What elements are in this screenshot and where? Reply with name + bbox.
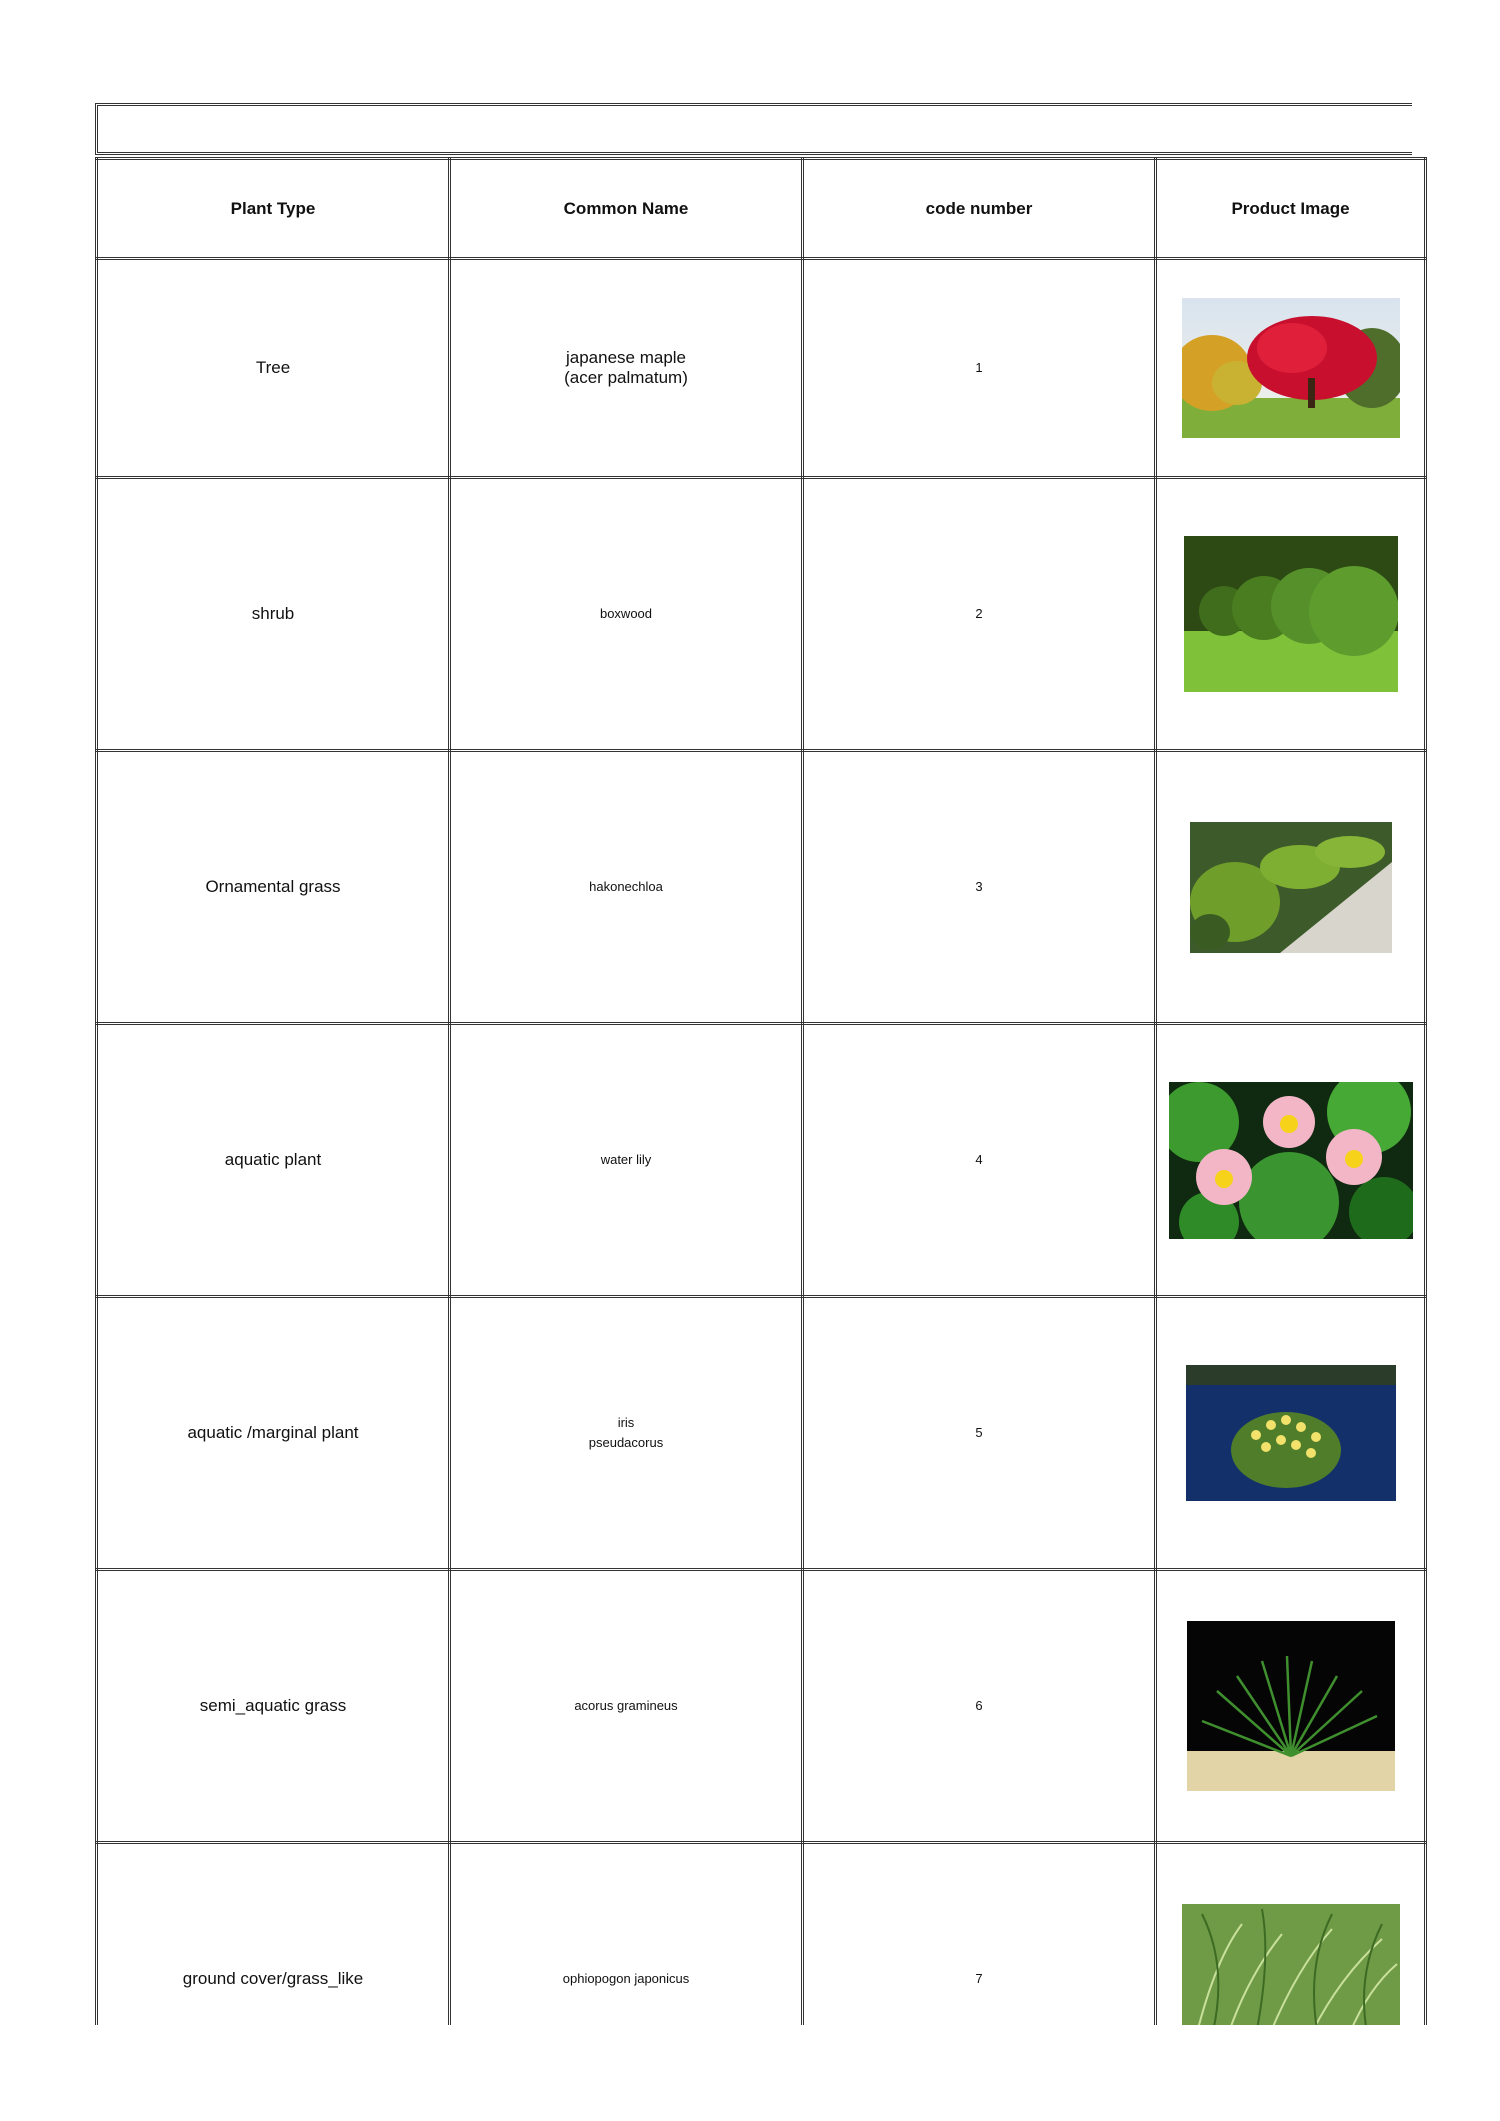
table-row bbox=[97, 751, 1426, 1024]
cell-plant-type: Tree bbox=[97, 259, 450, 478]
plant-table bbox=[95, 157, 1427, 2117]
header-product-image: Product Image bbox=[1156, 159, 1426, 259]
cell-code: 2 bbox=[803, 478, 1156, 751]
cell-plant-type: semi_aquatic grass bbox=[97, 1570, 450, 1843]
table-row bbox=[97, 1570, 1426, 1843]
table-row bbox=[97, 1024, 1426, 1297]
acorus-gramineus-photo bbox=[1187, 1621, 1395, 1791]
common-name-line: japanese maple bbox=[565, 348, 687, 367]
cell-plant-type: aquatic plant bbox=[97, 1024, 450, 1297]
table-row bbox=[97, 259, 1426, 478]
cell-plant-type: shrub bbox=[97, 478, 450, 751]
cell-common-name bbox=[450, 1297, 803, 1570]
japanese-maple-photo bbox=[1182, 298, 1400, 438]
cell-plant-type: ground cover/grass_like bbox=[97, 1843, 450, 2116]
page-bottom-margin bbox=[0, 2025, 1500, 2121]
common-name-line: (acer palmatum) bbox=[564, 368, 688, 387]
cell-common-name bbox=[450, 1024, 803, 1297]
cell-code: 3 bbox=[803, 751, 1156, 1024]
cell-common-name bbox=[450, 478, 803, 751]
cell-image bbox=[1156, 1297, 1426, 1570]
cell-common-name bbox=[450, 1570, 803, 1843]
common-name-line: acorus gramineus bbox=[574, 1698, 678, 1713]
table-row bbox=[97, 478, 1426, 751]
boxwood-photo bbox=[1184, 536, 1398, 692]
cell-image bbox=[1156, 1570, 1426, 1843]
cell-image bbox=[1156, 478, 1426, 751]
cell-image bbox=[1156, 1024, 1426, 1297]
common-name-line: water lily bbox=[600, 1152, 652, 1167]
cell-image bbox=[1156, 751, 1426, 1024]
header-code-number: code number bbox=[803, 159, 1156, 259]
header-plant-type: Plant Type bbox=[97, 159, 450, 259]
table-row bbox=[97, 1297, 1426, 1570]
cell-image bbox=[1156, 259, 1426, 478]
common-name-line: pseudacorus bbox=[588, 1435, 664, 1450]
cell-code: 5 bbox=[803, 1297, 1156, 1570]
common-name-line: ophiopogon japonicus bbox=[562, 1971, 690, 1986]
cell-code: 1 bbox=[803, 259, 1156, 478]
common-name-line: iris bbox=[617, 1415, 635, 1430]
cell-plant-type: aquatic /marginal plant bbox=[97, 1297, 450, 1570]
cell-common-name bbox=[450, 259, 803, 478]
header-common-name: Common Name bbox=[450, 159, 803, 259]
table-title-row bbox=[95, 103, 1412, 155]
cell-code: 6 bbox=[803, 1570, 1156, 1843]
common-name-line: boxwood bbox=[599, 606, 653, 621]
header-row bbox=[97, 159, 1426, 259]
cell-plant-type: Ornamental grass bbox=[97, 751, 450, 1024]
hakonechloa-photo bbox=[1190, 822, 1392, 953]
cell-code: 4 bbox=[803, 1024, 1156, 1297]
common-name-line: hakonechloa bbox=[589, 879, 663, 894]
cell-common-name bbox=[450, 751, 803, 1024]
cell-code: 7 bbox=[803, 1843, 1156, 2116]
iris-pseudacorus-photo bbox=[1186, 1365, 1396, 1501]
water-lily-photo bbox=[1169, 1082, 1413, 1239]
